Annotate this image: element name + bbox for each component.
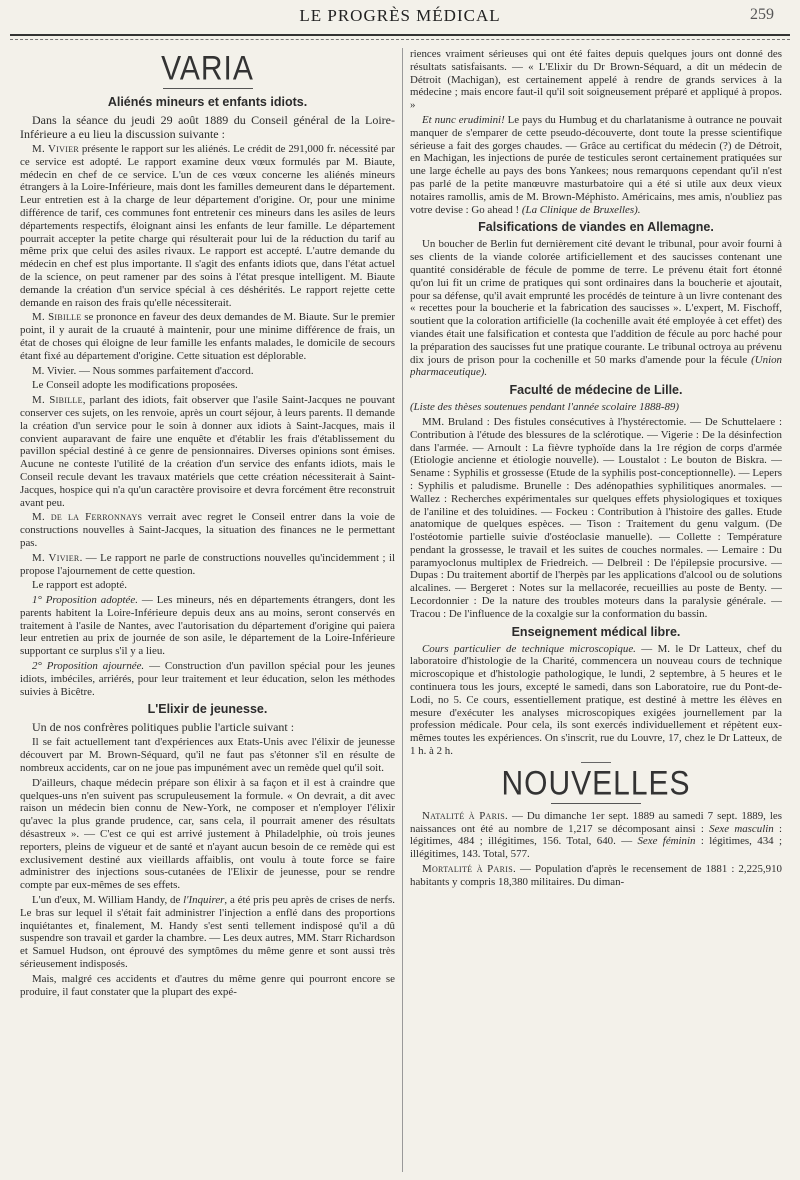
speaker-name: M. Vivier [32,551,80,564]
enseignement-title: Enseignement médical libre. [511,624,681,639]
speaker-name: M. Sibille [32,311,82,324]
running-head [18,6,782,32]
speaker-name: M. Vivier [32,143,79,155]
right-column [410,48,782,1172]
nouvelles-heading: NOUVELLES [501,764,691,803]
paragraph-text: , a été pris peu après de crises de nerfs. Le bras sur lequel il s'était fait administrer l'injection a enflé dans des proportions inquiétantes et, finalement, M. Handy s'est senti tellement indisposé qu'il a dû suspendre son travail et garder la chambre. — Les deux autres, MM. Starr Richardson et Samuel Hudson, ont éprouvé des symptômes du même genre et sont aussi très sérieusement indisposés. [20,894,395,971]
paragraph-text: Un boucher de Berlin fut dernièrement cité devant le tribunal, pour avoir fourni à ses clients de la viande colorée artificiellement et des saucisses contenant une quantité considérable de fécule de pomme de terre. Le prévenu était fort étonné qu'on lui fit un crime de pratiques qui sont ordinaires dans la boucherie et ajoutait, pour sa défense, qu'il avait emprunté les procédés de teinture à un livre contenant des « recettes pour la boucherie et la fabrication des saucisses ». L'expert, M. Fischoff, soutient que la coloration artificielle (la cochenille avait été employée à cet effet) des viandes était une falsification et contesta que l'addition de fécule au porc haché pour la préparation des saucisses fut une pratique courante. Le tribunal octroya au prévenu dix jours de prison pour la cochenille et 50 marks d'amende pour la fécule [410,238,782,366]
paragraph-text: verrait avec regret le Conseil entrer dans la voie de constructions nouvelles à Saint-Jacques, la situation des finances ne le permettant pas. [20,511,395,549]
vivier2-paragraph: M. Vivier. — Nous sommes parfaitement d'accord. [32,364,254,377]
natalite-paragraph [410,810,782,861]
rapport-adopte: Le rapport est adopté. [32,579,127,592]
paragraph-text: : légitimes, 434 ; illégitimes, 143. Total, 577. [410,835,782,861]
faculte-subtitle: (Liste des thèses soutenues pendant l'année scolaire 1888-89) [410,401,680,414]
course-name: Cours particulier de technique microscopique. [422,642,636,655]
elixir-paragraph-4: Mais, malgré ces accidents et d'autres du même genre qui pourront encore se produire, il faut constater que la plupart des expé- [20,972,395,998]
journal-title: LE PROGRÈS MÉDICAL [299,6,501,25]
theses-list: MM. Bruland : Des fistules consécutives à l'hystérectomie. — De Schuttelaere : Contribution à l'étude des blessures de la sclérotique. — Vigerie : De la désinfection dans l'armée. — Arnoult : La fièvre typhoïde dans la 1re région de corps d'armée (Etiologie ancienne et étiologie nouvelle). — Loustalot : Le bouton de Biskra. — Sename : Syphilis et grossesse (Etude de la syphilis post-conceptionnelle). — Lepers : Syphilis et paludisme. Brunelle : Des adénopathies syphilitiques anormales. — Wallez : Recherches expérimentales sur quelques effets physiologiques et toxiques de l'aniline et des toluidines. — Fockeu : Contribution à l'histoire des galles. Etude anatomique de quelques espèces. — Tison : Traitement du genu valgum. (De l'ostéotomie partielle suivie d'ostéoclasie manuelle). — Collette : Température pendant la grossesse, le travail et les suites de couches normales. — Lemaire : Du paramyoclonus multiplex de Friedreich. — Delbreil : De l'épilepsie procursive. — Dupas : Du traitement abortif de l'herpès par les applications d'alcool ou de solutions alcalines. — Bergeret : Notes sur la mellacorée, recueillies au poste de Benty. — Lecordonnier : De la nature des troubles moteurs dans la paralysie générale. — Tracou : De l'influence de la coxalgie sur la conformation du bassin. [410,415,782,620]
sibille2-paragraph [20,394,395,509]
falsifications-paragraph [410,238,782,379]
header-rule [10,34,790,36]
faculte-title: Faculté de médecine de Lille. [509,383,683,398]
proposition-label: 1° Proposition adoptée. [32,594,138,607]
paragraph-text: : légitimes, 484 ; illégitimes, 156. Total, 640. — [410,822,782,848]
erudimini-paragraph [410,114,782,216]
paragraph-text: — Du dimanche 1er sept. 1889 au samedi 7 sept. 1889, les naissances ont été au nombre de 1,217 se décomposant ainsi : [410,809,782,835]
speaker-name: M. de la Ferronnays [32,511,143,524]
vivier-paragraph [20,143,395,309]
source-citation: (Union pharmaceutique). [410,353,782,379]
paragraph-text: — Les mineurs, nés en départements étrangers, dont les parents habitent la Loire-Inférieure depuis deux ans au moins, seront conservés en traitement à l'asile de Nantes, avec l'autorisation du département d'origine qui paiera leur entretien au prix de journée de son asile, le département de la Loire-Inférieure supportant ce surplus s'il y a lieu. [20,594,395,658]
source-citation: (La Clinique de Bruxelles). [521,203,641,216]
varia-heading: VARIA [161,49,254,88]
paragraph-text: Le pays du Humbug et du charlatanisme à outrance ne pouvait manquer de s'emparer de cette pseudo-découverte, dont toute la presse scientifique sérieuse a fait des gorges chaudes. — Grâce au certificat du médecin (?) de Détroit, en Machigan, les injections de purée de testicules seront certainement pratiquées sur une large échelle au pays des bons Yankees; nous remarquons cependant qu'il n'est pas parlé de la petite manœuvre masturbatoire qui a été si utile aux deux vieux notaires ramollis, amis de M. Brown-Méphisto. Américains, mes amis, n'oubliez pas votre devise : Go ahead ! [410,113,782,216]
elixir-intro: Un de nos confrères politiques publie l'article suivant : [32,720,295,735]
paragraph-text: — M. le Dr Latteux, chef du laboratoire d'histologie de la Charité, commencera un nouveau cours de technique microscopique et d'histologie pathologique, le lundi, 2 septembre, à 5 heures et le continuera tous les jours, excepté le samedi, dans son Laboratoire, rue du Pont-de-Lodi, no 5. Ce cours, essentiellement pratique, est destiné à mettre les élèves en mesure d'exécuter les analyses microscopiques exigées journellement par la profession médicale. Pour cela, ils sont exercés individuellement et répètent eux-mêmes toutes les expériences. On s'inscrit, rue du Louvre, 17, chez le Dr Latteux, de 1 h. à 2 h. [410,642,782,758]
alienes-intro: Dans la séance du jeudi 29 août 1889 du Conseil général de la Loire-Inférieure a eu lieu la discussion suivante : [20,113,395,141]
mortalite-paragraph [410,863,782,889]
ferronnays-paragraph [20,511,395,549]
enseignement-paragraph [410,643,782,758]
sex-label: Sexe féminin [637,835,696,848]
header-dashed-rule [10,39,790,40]
paragraph-text: — Construction d'un pavillon spécial pour les jeunes idiots, imbéciles, arriérés, pour leur traitement et leur éducation, selon les méthodes suivies à Bicêtre. [20,660,395,698]
page-number: 259 [750,6,774,23]
sibille-paragraph [20,311,395,362]
elixir-title: L'Elixir de jeunesse. [147,702,268,717]
falsifications-title: Falsifications de viandes en Allemagne. [478,220,714,235]
elixir-paragraph-3 [20,894,395,971]
paragraph-text: — Population d'après le recensement de 1881 : 2,225,910 habitants y compris 18,380 militaires. Du diman- [410,863,782,888]
latin-phrase: Et nunc erudimini! [422,113,505,126]
newspaper-name: l'Inquirer [183,894,225,907]
proposition-2 [20,660,395,698]
sex-label: Sexe masculin [709,822,774,835]
elixir-continuation: riences vraiment sérieuses qui ont été faites depuis quelques jours ont donné des résultats satisfaisants. — « L'Elixir du Dr Brown-Séquard, a dit un médecin de Détroit (Machigan), est certainement appelé à rendre de grands services à la médecine ; mais encore faut-il qu'il soit soigneusement préparé et appliqué à propos. » [410,48,782,112]
paragraph-text: . — Le rapport ne parle de constructions nouvelles qu'incidemment ; il propose l'ajournement de cette question. [20,551,395,577]
paragraph-text: présente le rapport sur les aliénés. Le crédit de 291,000 fr. nécessité par ce service est adopté. Le rapport examine deux vœux formulés par M. Biaute, médecin en chef de ce service. L'un de ces vœux concerne les aliénés mineurs étrangers à la Loire-Inférieure, mais dont les familles demeurent dans le département. Leur entretien est à la charge de leur département d'origine. Or, pour une minime différence de tarif, ces communes font entretenir ces mineurs dans les asiles de leurs départements respectifs, éloignant ainsi les enfants de leur famille. Le département pourrait accepter la petite charge qui résulterait pour lui de la réduction du tarif au même prix que celui des asiles rivaux. Le rapport est accepté. L'autre demande du médecin en chef est plus importante. Il s'agit des enfants idiots que, dans l'état actuel de la science, on peut ramener par des soins à l'état presque intelligent. M. Biaute demande la création d'un service spécial à ces déshérités. Le rapport rejette cette demande en raison des frais qu'elle nécessiterait. [20,143,395,309]
conseil-adopte: Le Conseil adopte les modifications proposées. [32,379,238,392]
paragraph-text: se prononce en faveur des deux demandes de M. Biaute. Sur le premier point, il y aurait de la cruauté à maintenir, pour une minime différence de frais, un état de choses qui éloigne de leur famille les enfants malades, le domicile de secours étant fixé au département d'origine. Cette situation est déplorable. [20,311,395,362]
left-column [20,48,395,1172]
proposition-label: 2° Proposition ajournée. [32,660,145,673]
paragraph-text: L'un d'eux, M. William Handy, de [32,894,184,907]
speaker-name: M. Sibille [32,394,83,407]
section-separator [581,762,611,763]
alienes-title: Aliénés mineurs et enfants idiots. [107,95,308,109]
news-label: Natalité à Paris. [422,809,508,822]
elixir-paragraph-2: D'ailleurs, chaque médecin prépare son élixir à sa façon et il est à craindre que quelques-uns n'en suivent pas scrupuleusement la formule. « On devrait, a dit avec raison un médecin bien connu de New-York, ne composer et n'employer l'élixir qu'avec la plus grande prudence, car, sans cela, il pourrait amener des résultats désastreux ». — C'est ce qui est arrivé justement à Philadelphie, où trois jeunes reporters, pleins de vigueur et de santé et n'ayant aucun besoin de ce remède qui est exclusivement destiné aux vieillards affaiblis, ont voulu à toute force se faire administrer des injections sous-cutanées de l'Elixir de jeunesse, pour se rendre compte par eux-mêmes de ses effets. [20,776,395,892]
proposition-1 [20,594,395,658]
news-label: Mortalité à Paris. [422,863,516,876]
column-divider [402,48,403,1172]
paragraph-text: , parlant des idiots, fait observer que l'asile Saint-Jacques ne pouvant conserver ces sujets, on les renvoie, après un court séjour, à leurs parents. Il demande la création d'un service pour le soin à donner aux idiots à Saint-Jacques, mais il convient auparavant de faire une enquête et d'établir les frais d'établissement du pavillon spécial destiné à ce genre de pensionnaires. Diverses opinions sont émises. Aucune ne conteste l'utilité de la création d'un service des enfants idiots, mais le Conseil recule devant les travaux matériels que cette création nécessiterait à Saint-Jacques, hospice qui n'a qu'un caractère provisoire et devra forcément être reconstruit avant peu. [20,394,395,509]
elixir-paragraph-1: Il se fait actuellement tant d'expériences aux Etats-Unis avec l'élixir de jeunesse découvert par M. Brown-Séquard, qu'il ne faut pas s'étonner s'il en résulte de nombreux accidents, car on ne joue pas impunément avec un remède quel qu'il soit. [20,736,395,775]
vivier3-paragraph [20,552,395,578]
